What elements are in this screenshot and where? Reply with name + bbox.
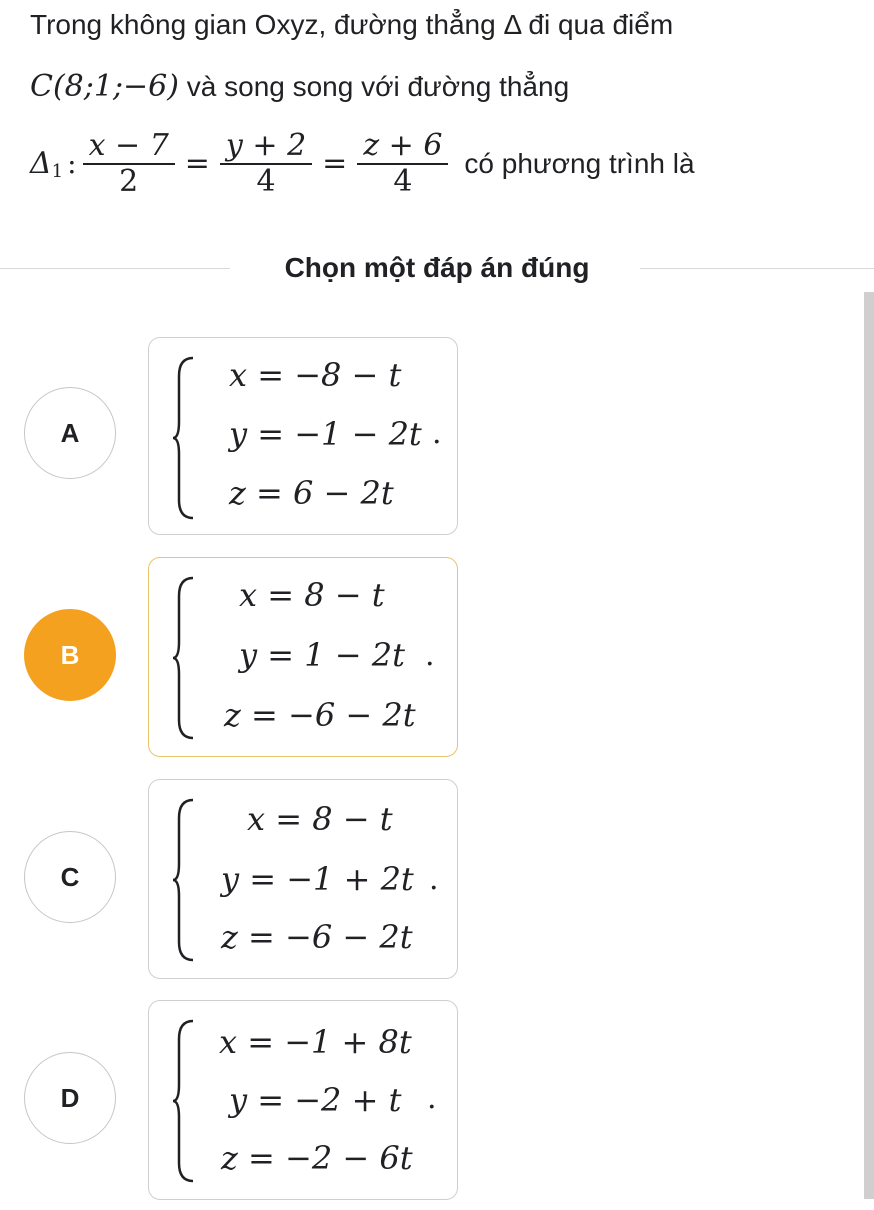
period: . (427, 1081, 437, 1116)
question-line-2-text: và song song với đường thẳng (186, 71, 570, 102)
divider-line-right (640, 268, 874, 269)
fraction-x-denominator: 2 (119, 164, 139, 199)
period: . (429, 862, 439, 897)
option-letter: A (60, 417, 80, 448)
fraction-z-denominator: 4 (393, 164, 413, 199)
option-b[interactable] (0, 557, 874, 767)
left-brace-icon (171, 1019, 195, 1183)
delta-subscript: 1 (51, 161, 64, 182)
fraction-x-numerator: x − 7 (88, 128, 169, 163)
fraction-z-numerator: z + 6 (363, 128, 443, 163)
instruction-divider (0, 248, 874, 288)
fraction-y (220, 129, 312, 199)
option-letter: B (60, 639, 80, 670)
fraction-y-numerator: y + 2 (225, 128, 307, 163)
question-line-3 (30, 118, 695, 210)
question-line-2 (30, 68, 569, 106)
left-brace-icon (171, 576, 195, 740)
point-c: C(8;1;−6) (30, 69, 179, 104)
equation-x: x = −8 − t (229, 356, 402, 394)
question-line-3-tail: có phương trình là (464, 148, 695, 179)
option-b-radio[interactable] (24, 609, 116, 701)
period: . (425, 638, 435, 673)
option-d[interactable] (0, 1000, 874, 1210)
option-c[interactable] (0, 779, 874, 989)
option-a[interactable] (0, 337, 874, 547)
equation-y: y = −1 + 2t (221, 860, 414, 898)
equation-y: y = −2 + t (229, 1081, 402, 1119)
instruction-title: Chọn một đáp án đúng (284, 252, 590, 283)
period: . (432, 416, 442, 451)
option-letter: C (60, 861, 80, 892)
option-letter: D (60, 1082, 80, 1113)
equation-z: z = −6 − 2t (221, 918, 413, 956)
equation-z: z = 6 − 2t (229, 474, 394, 512)
equation-y: y = −1 − 2t (229, 415, 422, 453)
fraction-x (83, 129, 175, 199)
option-a-radio[interactable] (24, 387, 116, 479)
left-brace-icon (171, 356, 195, 520)
delta-label: Δ (30, 146, 52, 181)
equation-x: x = −1 + 8t (219, 1023, 412, 1061)
left-brace-icon (171, 798, 195, 962)
option-a-card[interactable] (148, 337, 458, 535)
question-line-1: Trong không gian Oxyz, đường thẳng Δ đi qua điểm (30, 9, 674, 40)
equals-sign: = (184, 146, 210, 181)
fraction-z (357, 129, 448, 199)
equals-sign: = (322, 146, 348, 181)
option-d-card[interactable] (148, 1000, 458, 1200)
option-d-radio[interactable] (24, 1052, 116, 1144)
equation-z: z = −6 − 2t (224, 696, 416, 734)
option-c-radio[interactable] (24, 831, 116, 923)
option-b-card[interactable] (148, 557, 458, 757)
equation-y: y = 1 − 2t (239, 636, 405, 674)
option-c-card[interactable] (148, 779, 458, 979)
equation-x: x = 8 − t (247, 800, 393, 838)
equation-z: z = −2 − 6t (221, 1139, 413, 1177)
colon: : (67, 147, 77, 180)
equation-x: x = 8 − t (239, 576, 385, 614)
fraction-y-denominator: 4 (256, 164, 276, 199)
